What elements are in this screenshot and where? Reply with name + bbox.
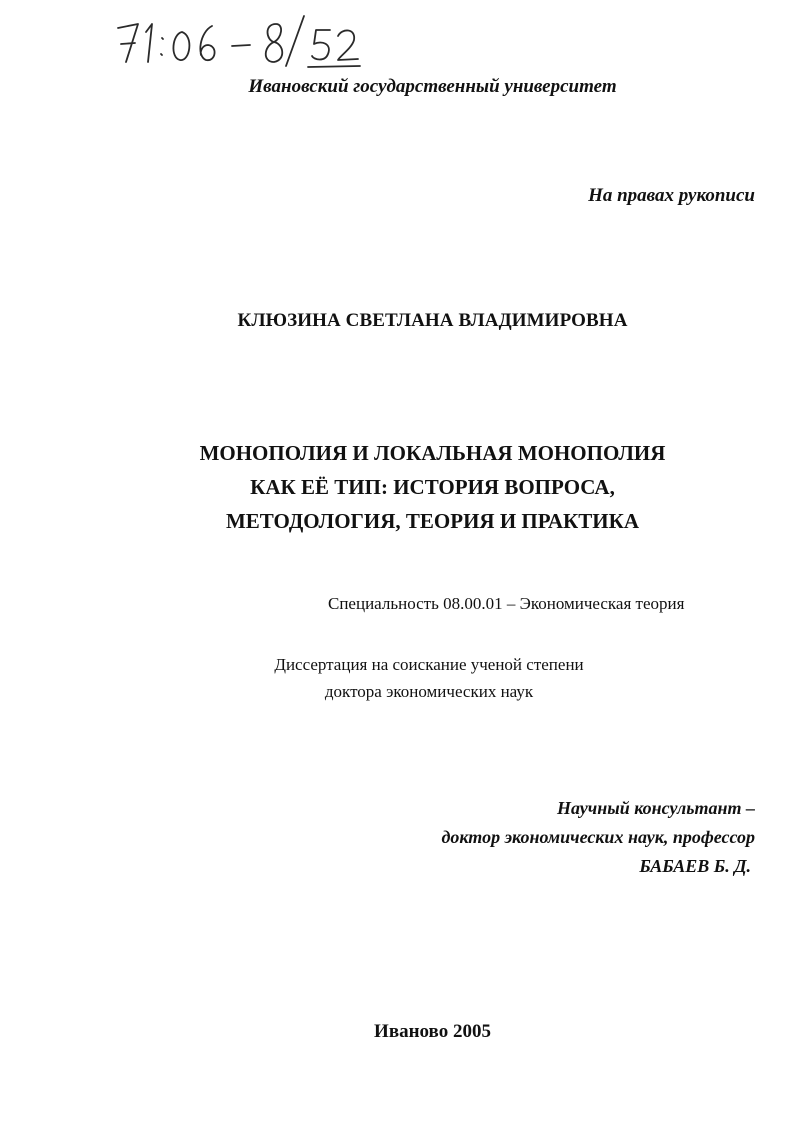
title-line: МОНОПОЛИЯ И ЛОКАЛЬНАЯ МОНОПОЛИЯ: [199, 441, 666, 465]
university-name: Ивановский государственный университет: [248, 76, 617, 97]
dissertation-title: [0, 436, 797, 538]
handwritten-catalog-number: [108, 10, 378, 72]
title-line: МЕТОДОЛОГИЯ, ТЕОРИЯ И ПРАКТИКА: [225, 509, 640, 533]
degree-statement: [229, 651, 629, 705]
degree-line: Диссертация на соискание ученой степени: [274, 655, 584, 674]
advisor-rank: доктор экономических наук, профессор: [441, 827, 755, 847]
title-line: КАК ЕЁ ТИП: ИСТОРИЯ ВОПРОСА,: [250, 475, 615, 499]
specialty: Специальность 08.00.01 – Экономическая теория: [328, 594, 685, 613]
author-name: КЛЮЗИНА СВЕТЛАНА ВЛАДИМИРОВНА: [237, 310, 628, 331]
scientific-advisor: [441, 794, 755, 881]
advisor-name: БАБАЕВ Б. Д.: [639, 856, 751, 876]
manuscript-rights-note: На правах рукописи: [588, 185, 755, 206]
degree-line: доктора экономических наук: [324, 682, 534, 701]
advisor-role: Научный консультант –: [557, 798, 755, 818]
city-and-year: Иваново 2005: [374, 1021, 491, 1042]
